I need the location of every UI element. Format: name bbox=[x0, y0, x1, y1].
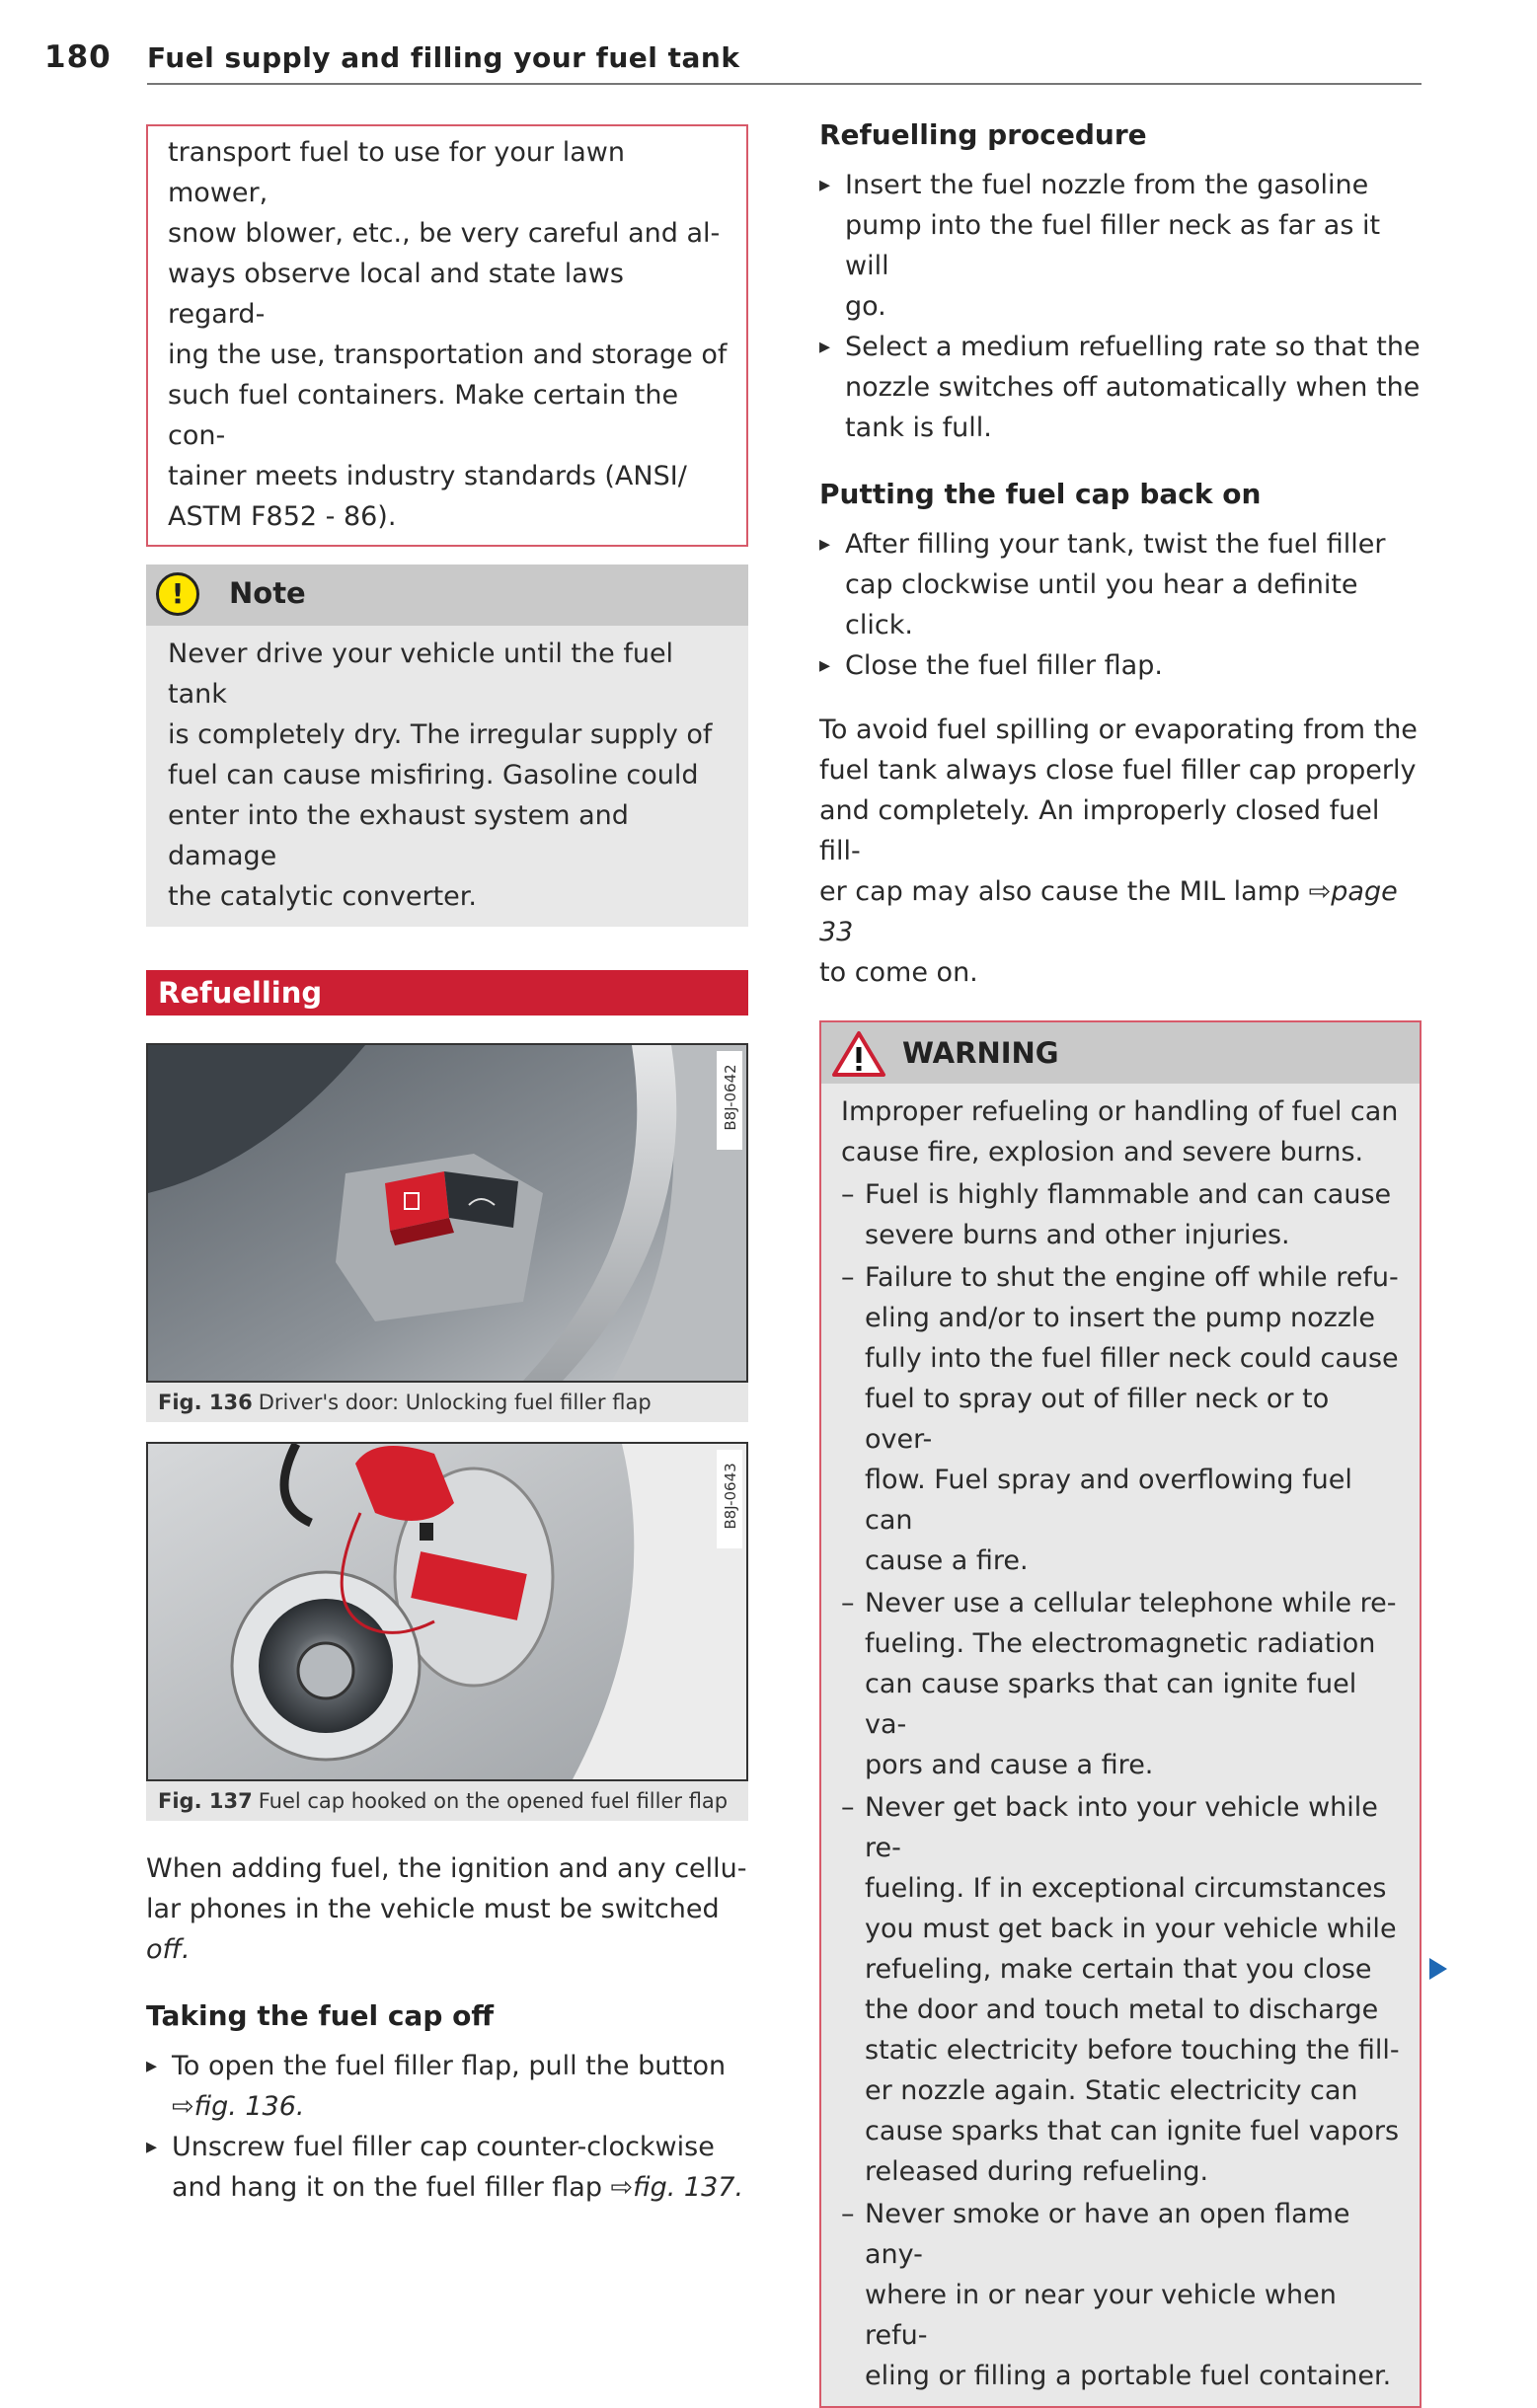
note-title: Note bbox=[229, 576, 306, 610]
section-heading: Refuelling bbox=[146, 970, 748, 1016]
text-line: ways observe local and state laws regard- bbox=[168, 259, 624, 330]
text-line: where in or near your vehicle when refu- bbox=[865, 2280, 1337, 2351]
text-line: er cap may also cause the MIL lamp ⇨page 33 bbox=[819, 876, 1398, 947]
figure-caption bbox=[146, 1383, 748, 1422]
text-line: – Failure to shut the engine off while refu- bbox=[865, 1262, 1399, 1293]
text-line: tainer meets industry standards (ANSI/ bbox=[168, 461, 687, 491]
text-line: Improper refueling or handling of fuel can bbox=[841, 1096, 1399, 1127]
text-line: transport fuel to use for your lawn mower, bbox=[168, 137, 625, 208]
warning-item bbox=[841, 1257, 1400, 1581]
text-line: nozzle switches off automatically when the bbox=[845, 372, 1421, 403]
text-line: ing the use, transportation and storage of bbox=[168, 339, 728, 370]
warning-item bbox=[841, 1174, 1400, 1255]
figure-link[interactable]: ⇨fig. 136. bbox=[172, 2091, 305, 2122]
text-line: eling and/or to insert the pump nozzle bbox=[865, 1303, 1376, 1333]
text-line: ▸ Select a medium refuelling rate so that the bbox=[845, 332, 1421, 362]
right-column bbox=[819, 118, 1422, 2408]
text-line: ▸ Insert the fuel nozzle from the gasoline bbox=[845, 170, 1369, 200]
page-link[interactable]: ⇨page 33 bbox=[819, 876, 1398, 947]
subheading: Taking the fuel cap off bbox=[146, 1999, 495, 2032]
text-line: ▸ After filling your tank, twist the fuel filler bbox=[845, 529, 1386, 560]
warning-header bbox=[821, 1022, 1420, 1084]
note-body bbox=[146, 626, 748, 927]
text-line: – Never use a cellular telephone while re- bbox=[865, 1588, 1397, 1618]
text-line: Never drive your vehicle until the fuel tank bbox=[168, 639, 674, 710]
text-line: static electricity before touching the fill- bbox=[865, 2035, 1400, 2066]
text-line: cause fire, explosion and severe burns. bbox=[841, 1137, 1364, 1167]
continue-arrow-icon bbox=[1429, 1958, 1447, 1980]
text-line: fuel tank always close fuel filler cap properly bbox=[819, 755, 1417, 786]
figure-code: B8J-0642 bbox=[717, 1051, 742, 1150]
text-line: can cause sparks that can ignite fuel va- bbox=[865, 1669, 1357, 1740]
text-line: – Never smoke or have an open flame any- bbox=[865, 2199, 1350, 2270]
text-line: ▸ Close the fuel filler flap. bbox=[845, 650, 1163, 681]
subheading: Refuelling procedure bbox=[819, 118, 1147, 151]
figure-code: B8J-0643 bbox=[717, 1450, 742, 1548]
text-line: and hang it on the fuel filler flap ⇨fig. 137. bbox=[172, 2172, 744, 2203]
text-line: cap clockwise until you hear a definite click. bbox=[845, 569, 1358, 640]
text-line: snow blower, etc., be very careful and al- bbox=[168, 218, 721, 249]
list-item bbox=[819, 645, 1422, 686]
caution-box bbox=[146, 124, 748, 547]
door-button-illustration bbox=[148, 1045, 746, 1381]
text-line: eling or filling a portable fuel container. bbox=[865, 2361, 1392, 2391]
warning-body bbox=[821, 1084, 1420, 2406]
fuel-cap-photo bbox=[146, 1442, 748, 1781]
text-line: To avoid fuel spilling or evaporating from the bbox=[819, 715, 1418, 745]
exclamation-icon: ! bbox=[156, 572, 199, 616]
text-line: – Never get back into your vehicle while re- bbox=[865, 1792, 1378, 1863]
text-line: go. bbox=[845, 291, 886, 322]
text-line: such fuel containers. Make certain the con- bbox=[168, 380, 679, 451]
text-line: and completely. An improperly closed fuel fill- bbox=[819, 795, 1380, 866]
text-line: is completely dry. The irregular supply of bbox=[168, 719, 713, 750]
list-item bbox=[146, 2046, 748, 2127]
warning-item bbox=[841, 1583, 1400, 1785]
text-line: flow. Fuel spray and overflowing fuel can bbox=[865, 1465, 1352, 1536]
text-line: lar phones in the vehicle must be switched bbox=[146, 1894, 720, 1924]
list-item bbox=[819, 327, 1422, 448]
caption-text: Fuel cap hooked on the opened fuel filler flap bbox=[258, 1789, 729, 1813]
text-line: enter into the exhaust system and damage bbox=[168, 800, 629, 871]
text-line: released during refueling. bbox=[865, 2156, 1209, 2187]
text-line: er nozzle again. Static electricity can bbox=[865, 2075, 1358, 2106]
caption-text: Driver's door: Unlocking fuel filler flap bbox=[258, 1391, 652, 1414]
text-line: severe burns and other injuries. bbox=[865, 1220, 1290, 1250]
intro-paragraph bbox=[146, 1848, 748, 1970]
list-item bbox=[146, 2127, 748, 2208]
text-line: tank is full. bbox=[845, 413, 992, 443]
text-line: refueling, make certain that you close bbox=[865, 1954, 1372, 1985]
text-line: ASTM F852 - 86). bbox=[168, 501, 397, 532]
figure-caption bbox=[146, 1781, 748, 1821]
text-line: When adding fuel, the ignition and any cellu- bbox=[146, 1853, 747, 1884]
text-line: the door and touch metal to discharge bbox=[865, 1994, 1379, 2025]
text-line: fuel to spray out of filler neck or to over- bbox=[865, 1384, 1330, 1455]
page-header bbox=[44, 39, 1422, 89]
warning-item bbox=[841, 1787, 1400, 2192]
text-line: the catalytic converter. bbox=[168, 881, 477, 912]
text-line: fueling. The electromagnetic radiation bbox=[865, 1628, 1376, 1659]
text-line: ▸ To open the fuel filler flap, pull the button bbox=[172, 2051, 727, 2081]
chapter-title: Fuel supply and filling your fuel tank bbox=[147, 41, 740, 74]
text-line: cause sparks that can ignite fuel vapors bbox=[865, 2116, 1400, 2146]
warning-box bbox=[819, 1020, 1422, 2408]
warning-triangle-icon bbox=[831, 1030, 886, 1078]
text-line: fueling. If in exceptional circumstances bbox=[865, 1873, 1387, 1904]
text-line: you must get back in your vehicle while bbox=[865, 1914, 1397, 1944]
fuel-cap-paragraph bbox=[819, 710, 1422, 993]
text-line: ▸ Unscrew fuel filler cap counter-clockwise bbox=[172, 2132, 715, 2162]
text-line: pump into the fuel filler neck as far as it will bbox=[845, 210, 1381, 281]
subheading: Putting the fuel cap back on bbox=[819, 478, 1262, 510]
text-line: off. bbox=[146, 1934, 191, 1965]
warning-item bbox=[841, 2194, 1400, 2396]
figure-136 bbox=[146, 1043, 748, 1422]
text-line: to come on. bbox=[819, 957, 978, 988]
text-line: – Fuel is highly flammable and can cause bbox=[865, 1179, 1392, 1210]
figure-label: Fig. 136 bbox=[158, 1391, 253, 1414]
list-item bbox=[819, 524, 1422, 645]
list-item bbox=[819, 165, 1422, 327]
text-line: cause a fire. bbox=[865, 1545, 1029, 1576]
text-line: pors and cause a fire. bbox=[865, 1750, 1154, 1780]
text-line: fuel can cause misfiring. Gasoline could bbox=[168, 760, 699, 790]
warning-intro bbox=[841, 1091, 1400, 1172]
figure-137 bbox=[146, 1442, 748, 1821]
header-rule bbox=[147, 83, 1422, 85]
door-button-photo bbox=[146, 1043, 748, 1383]
figure-link[interactable]: ⇨fig. 137. bbox=[610, 2172, 744, 2203]
fuel-cap-illustration bbox=[148, 1444, 746, 1779]
left-column bbox=[146, 124, 748, 2208]
page-number: 180 bbox=[44, 39, 112, 75]
warning-title: WARNING bbox=[902, 1036, 1059, 1070]
note-header bbox=[146, 564, 748, 626]
text-line: fully into the fuel filler neck could cause bbox=[865, 1343, 1399, 1374]
figure-label: Fig. 137 bbox=[158, 1789, 253, 1813]
note-box bbox=[146, 564, 748, 927]
